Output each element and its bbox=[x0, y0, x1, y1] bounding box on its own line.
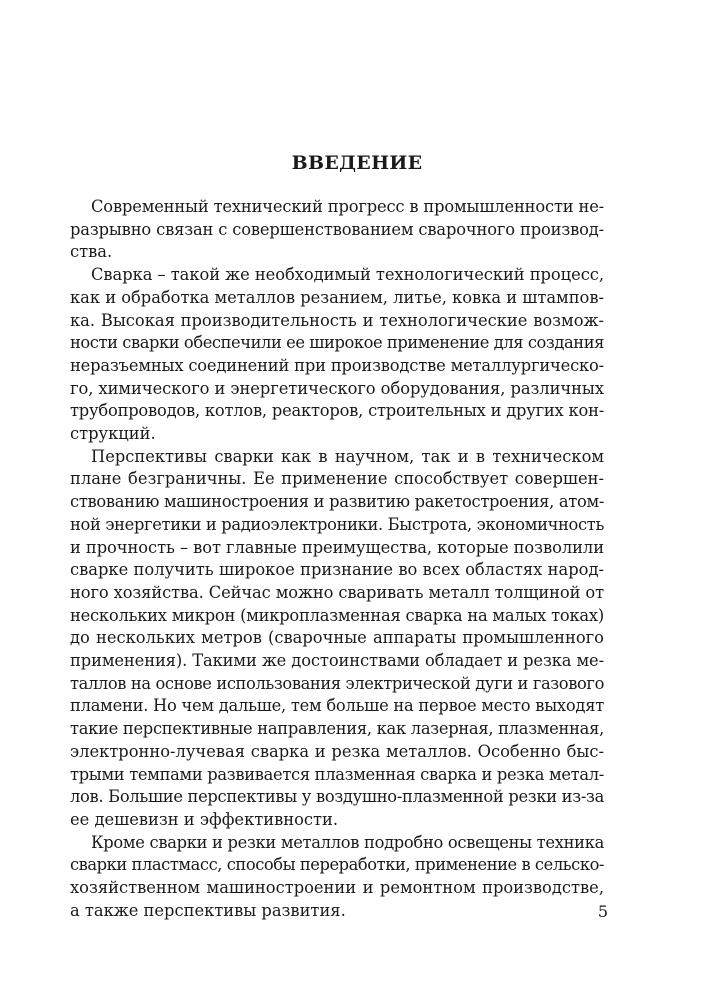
paragraph-4 bbox=[70, 832, 605, 923]
paragraph-1 bbox=[70, 196, 605, 264]
chapter-title: ВВЕДЕНИЕ bbox=[291, 152, 423, 174]
page-number: 5 bbox=[597, 902, 608, 921]
text-line: электронно-лучевая сварка и резка металлов. Особенно быс- bbox=[70, 741, 604, 761]
paragraph-3 bbox=[70, 446, 605, 832]
text-line: ства. bbox=[70, 242, 113, 262]
text-line: как и обработка металлов резанием, литье, ковка и штампов- bbox=[70, 287, 604, 307]
text-line: ка. Высокая производительность и технологические возмож- bbox=[70, 310, 605, 330]
text-line: ствованию машиностроения и развитию ракетостроения, атом- bbox=[70, 492, 605, 512]
text-line: Современный технический прогресс в промышленности не- bbox=[91, 197, 605, 216]
text-line: Перспективы сварки как в научном, так и в техническом bbox=[91, 446, 605, 466]
body-text bbox=[70, 196, 605, 923]
text-line: ного хозяйства. Сейчас можно сваривать металл толщиной от bbox=[70, 582, 605, 602]
text-line: сварки пластмасс, способы переработки, применение в сельско- bbox=[70, 855, 604, 875]
text-line: а также перспективы развития. bbox=[70, 900, 346, 920]
text-line: таллов на основе использования электрической дуги и газового bbox=[70, 673, 604, 693]
text-line: плане безграничны. Ее применение способствует совершен- bbox=[70, 469, 604, 489]
text-line: и прочность – вот главные преимущества, которые позволили bbox=[70, 537, 604, 557]
text-line: ее дешевизн и эффективности. bbox=[70, 809, 339, 829]
text-line: применения). Такими же достоинствами обладает и резка ме- bbox=[70, 651, 604, 671]
text-line: го, химического и энергетического оборудования, различных bbox=[70, 378, 604, 398]
text-line: разрывно связан с совершенствованием сварочного производ- bbox=[70, 219, 604, 239]
text-line: ности сварки обеспечили ее широкое применение для создания bbox=[70, 333, 604, 353]
text-line: сварке получить широкое признание во всех областях народ- bbox=[70, 560, 604, 580]
text-line: Сварка – такой же необходимый технологический процесс, bbox=[91, 265, 604, 285]
text-line: струкций. bbox=[70, 424, 156, 444]
text-line: до нескольких метров (сварочные аппараты промышленного bbox=[70, 628, 604, 648]
text-line: трыми темпами развивается плазменная сварка и резка метал- bbox=[70, 764, 604, 784]
text-line: пламени. Но чем дальше, тем больше на первое место выходят bbox=[70, 696, 604, 716]
text-line: такие перспективные направления, как лазерная, плазменная, bbox=[70, 719, 604, 739]
paragraph-2 bbox=[70, 264, 605, 446]
text-line: трубопроводов, котлов, реакторов, строительных и других кон- bbox=[70, 401, 604, 421]
text-line: лов. Большие перспективы у воздушно-плазменной резки из-за bbox=[70, 787, 605, 807]
text-line: ной энергетики и радиоэлектроники. Быстрота, экономичность bbox=[70, 514, 604, 534]
text-line: хозяйственном машиностроении и ремонтном производстве, bbox=[70, 878, 604, 898]
text-line: неразъемных соединений при производстве металлургическо- bbox=[70, 355, 605, 375]
text-line: нескольких микрон (микроплазменная сварка на малых токах) bbox=[70, 605, 604, 625]
text-line: Кроме сварки и резки металлов подробно освещены техника bbox=[91, 832, 605, 852]
